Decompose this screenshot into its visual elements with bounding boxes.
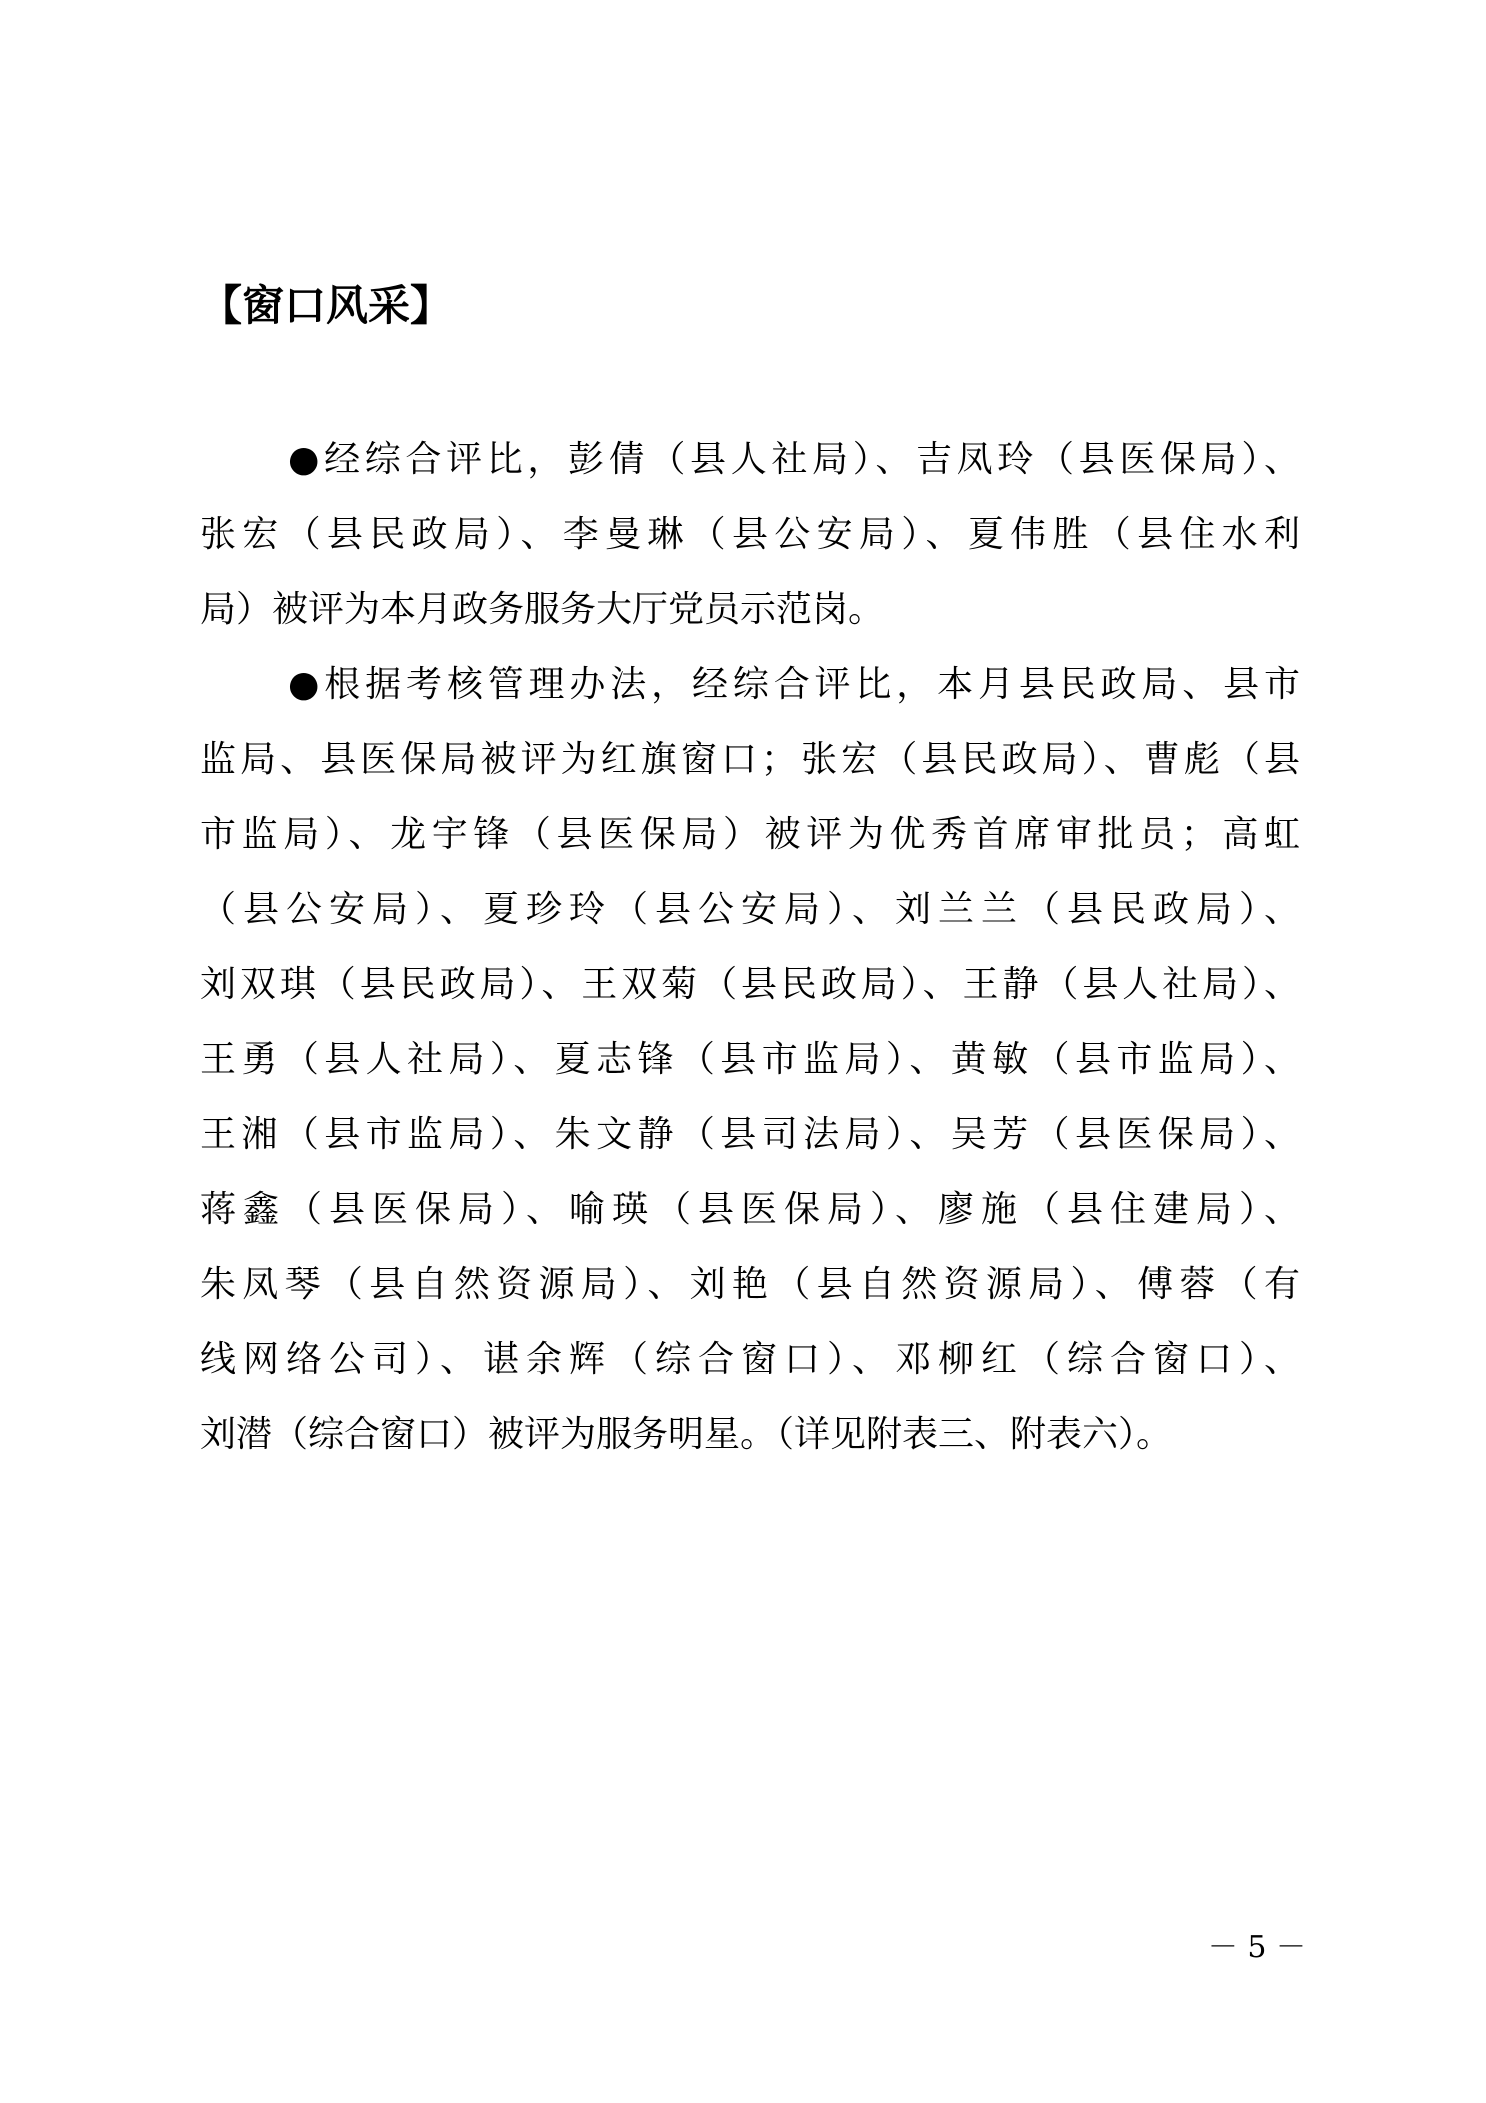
page-number: － 5 － — [1207, 1930, 1306, 1965]
text-line: 线网络公司）、谌余辉（综合窗口）、邓柳红（综合窗口）、 — [200, 1339, 1300, 1380]
text-line: 朱凤琴（县自然资源局）、刘艳（县自然资源局）、傅蓉（有 — [200, 1264, 1300, 1305]
text-line: 王勇（县人社局）、夏志锋（县市监局）、黄敏（县市监局）、 — [200, 1039, 1300, 1080]
text-line: ●根据考核管理办法，经综合评比，本月县民政局、县市 — [288, 664, 1300, 705]
paragraph-service-awards — [200, 657, 1300, 1482]
text-line: 市监局）、龙宇锋（县医保局）被评为优秀首席审批员；高虹 — [200, 814, 1300, 855]
text-line: 刘双琪（县民政局）、王双菊（县民政局）、王静（县人社局）、 — [200, 964, 1300, 1005]
text-line: 局）被评为本月政务服务大厅党员示范岗。 — [200, 589, 885, 630]
text-line: ●经综合评比，彭倩（县人社局）、吉凤玲（县医保局）、 — [288, 439, 1300, 480]
paragraph-party-member-posts — [200, 432, 1300, 657]
text-line: 王湘（县市监局）、朱文静（县司法局）、吴芳（县医保局）、 — [200, 1114, 1300, 1155]
text-line: （县公安局）、夏珍玲（县公安局）、刘兰兰（县民政局）、 — [200, 889, 1300, 930]
text-line: 蒋鑫（县医保局）、喻瑛（县医保局）、廖施（县住建局）、 — [200, 1189, 1300, 1230]
section-title: 【窗口风采】 — [200, 281, 453, 330]
text-line: 张宏（县民政局）、李曼琳（县公安局）、夏伟胜（县住水利 — [200, 514, 1300, 555]
body-text — [200, 432, 1300, 1482]
text-line: 刘潜（综合窗口）被评为服务明星。（详见附表三、附表六）。 — [200, 1414, 1173, 1455]
text-line: 监局、县医保局被评为红旗窗口；张宏（县民政局）、曹彪（县 — [200, 739, 1300, 780]
